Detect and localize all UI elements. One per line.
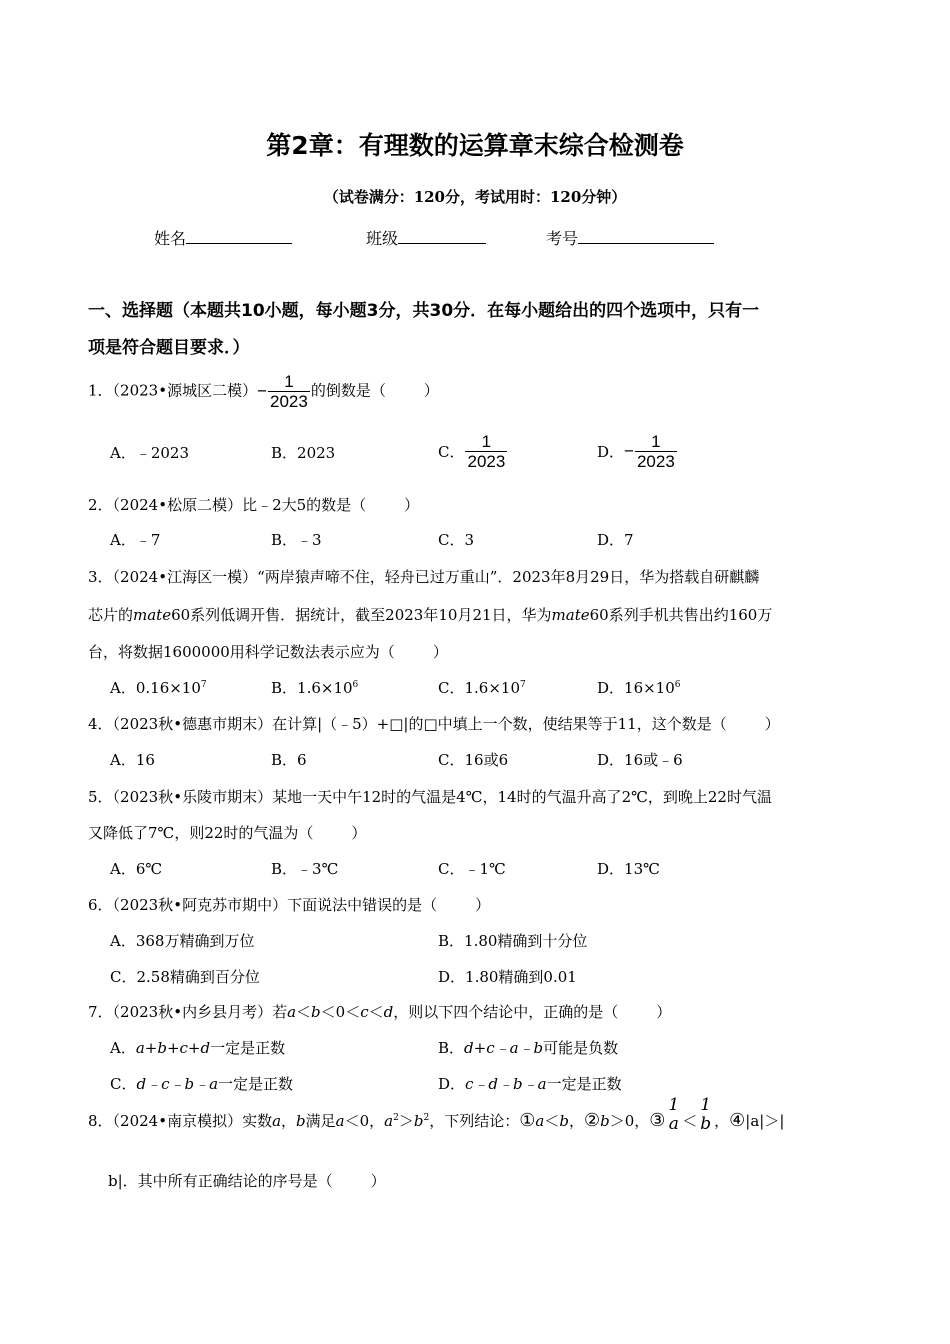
question-2: 2．（2024•松原二模）比﹣2大5的数是（ ） — [88, 496, 420, 514]
question-number: 6． — [88, 896, 113, 914]
q3-option-a[interactable]: A．$0.16\times 10^7$ — [110, 679, 207, 697]
q7-option-b[interactable]: B．d+c﹣a﹣b可能是负数 — [438, 1039, 619, 1057]
question-number: 1． — [88, 381, 113, 400]
question-number: 7． — [88, 1003, 113, 1021]
q4-option-b[interactable]: B．6 — [271, 751, 307, 769]
q4-option-a[interactable]: A．16 — [110, 751, 155, 769]
q5-option-a[interactable]: A．6℃ — [110, 860, 163, 878]
fraction: 1 b — [700, 1095, 712, 1134]
question-number: 4． — [88, 715, 113, 733]
q2-option-b[interactable]: B．﹣3 — [271, 531, 322, 549]
question-5-line2: 又降低了7℃，则22时的气温为（ ） — [88, 824, 367, 842]
question-3-line2: 芯片的mate60系列低调开售．据统计，截至2023年10月21日，华为mate60系列手机共售出约160万 — [88, 606, 773, 624]
section-heading-line1: 一、选择题（本题共10小题，每小题3分，共30分．在每小题给出的四个选项中，只有一 — [88, 301, 760, 321]
q7-option-d[interactable]: D．c﹣d﹣b﹣a一定是正数 — [438, 1075, 622, 1093]
q6-option-a[interactable]: A．368万精确到万位 — [110, 932, 255, 950]
question-text: （2023秋•阿克苏市期中）下面说法中错误的是（ — [112, 896, 438, 914]
q6-option-b[interactable]: B．1.80精确到十分位 — [438, 932, 588, 950]
class-blank[interactable] — [398, 229, 486, 244]
q6-option-c[interactable]: C．2.58精确到百分位 — [110, 968, 260, 986]
page-title: 第2章：有理数的运算章末综合检测卷 — [266, 131, 684, 160]
question-number: 2． — [88, 496, 113, 514]
question-number: 8． — [88, 1112, 113, 1130]
fraction: $\frac{1}{2023}$ — [270, 372, 308, 411]
question-text: （2024•松原二模）比﹣2大5的数是（ — [112, 496, 367, 514]
q3-option-b[interactable]: B．$1.6\times 10^6$ — [271, 679, 359, 697]
question-number: 3． — [88, 568, 113, 586]
q7-option-a[interactable]: A．a+b+c+d一定是正数 — [110, 1039, 286, 1057]
q5-option-b[interactable]: B．﹣3℃ — [271, 860, 339, 878]
fraction: $\frac{1}{2023}$ — [636, 432, 675, 471]
name-label: 姓名 — [154, 229, 187, 248]
question-text: 的倒数是（ — [310, 381, 386, 400]
question-text: （2023秋•乐陵市期末）某地一天中午12时的气温是4℃，14时的气温升高了2℃，到晚上22时气温 — [112, 788, 772, 806]
question-3-line3: 台，将数据1600000用科学记数法表示应为（ ） — [88, 643, 448, 661]
question-source: （2023•源城区二模） — [112, 381, 258, 400]
name-blank[interactable] — [186, 229, 292, 244]
q1-option-c[interactable]: C． $\frac{1}{2023}$ — [438, 432, 506, 471]
question-text: （2023秋•德惠市期末）在计算|（﹣5）+□|的□中填上一个数，使结果等于11，这个数是（ — [112, 715, 727, 733]
number-blank[interactable] — [578, 229, 714, 244]
q2-option-c[interactable]: C．3 — [438, 531, 475, 549]
fraction: 1 a — [668, 1095, 680, 1134]
question-text: （2024•江海区一模）“两岸猿声啼不住，轻舟已过万重山”．2023年8月29日，华为搭载自研麒麟 — [112, 568, 760, 586]
number-field[interactable] — [546, 226, 714, 249]
minus-sign: − — [257, 381, 268, 401]
fraction: $\frac{1}{2023}$ — [467, 432, 506, 471]
class-field[interactable] — [366, 226, 486, 249]
class-label: 班级 — [366, 229, 399, 248]
q5-option-c[interactable]: C．﹣1℃ — [438, 860, 506, 878]
q6-option-d[interactable]: D．1.80精确到0.01 — [438, 968, 577, 986]
q3-option-d[interactable]: D．$16\times 10^6$ — [597, 679, 681, 697]
q7-option-c[interactable]: C．d﹣c﹣b﹣a一定是正数 — [110, 1075, 294, 1093]
question-8-line2: b|．其中所有正确结论的序号是（ ） — [108, 1172, 386, 1190]
question-8: 8．（2024•南京模拟）实数a，b满足a＜0，$a^2>b^2$，下列结论：①a＜b，②b＞0，③ 1 a ＜ 1 b ，④|a|＞| — [88, 1095, 785, 1134]
q1-option-b[interactable]: B．2023 — [271, 444, 336, 462]
number-label: 考号 — [546, 229, 579, 248]
q4-option-c[interactable]: C．16或6 — [438, 751, 509, 769]
section-heading-line2: 项是符合题目要求．） — [88, 338, 250, 358]
q2-option-a[interactable]: A．﹣7 — [110, 531, 161, 549]
question-1: 1．（2023•源城区二模）− $\frac{1}{2023}$ 的倒数是（ ） — [88, 372, 439, 411]
q2-option-d[interactable]: D．7 — [597, 531, 634, 549]
q1-option-a[interactable]: A．﹣2023 — [110, 444, 190, 462]
question-3 — [88, 566, 759, 587]
question-4: 4．（2023秋•德惠市期末）在计算|（﹣5）+□|的□中填上一个数，使结果等于11，这个数是（ ） — [88, 715, 780, 733]
q5-option-d[interactable]: D．13℃ — [597, 860, 660, 878]
name-field[interactable] — [154, 226, 292, 249]
question-number: 5． — [88, 788, 113, 806]
q4-option-d[interactable]: D．16或﹣6 — [597, 751, 683, 769]
question-5 — [88, 786, 772, 807]
exam-info: （试卷满分：120分，考试用时：120分钟） — [323, 188, 627, 206]
question-6: 6．（2023秋•阿克苏市期中）下面说法中错误的是（ ） — [88, 896, 491, 914]
q1-option-d[interactable]: D．− $\frac{1}{2023}$ — [597, 432, 675, 471]
question-7: 7．（2023秋•内乡县月考）若a＜b＜0＜c＜d，则以下四个结论中，正确的是（ ） — [88, 1003, 672, 1021]
q3-option-c[interactable]: C．$1.6\times 10^7$ — [438, 679, 526, 697]
